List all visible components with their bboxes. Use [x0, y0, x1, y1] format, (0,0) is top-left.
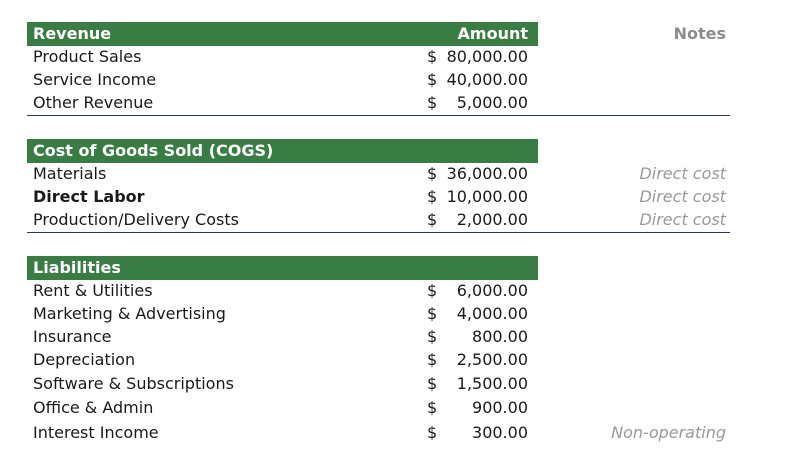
table-row	[27, 209, 730, 232]
section-divider	[27, 232, 730, 233]
cogs-header	[27, 139, 538, 163]
row-amount: 1,500.00	[456, 374, 528, 393]
row-note: Direct cost	[639, 187, 726, 206]
row-label: Product Sales	[33, 47, 142, 66]
currency-symbol: $	[427, 350, 438, 369]
row-amount: 2,000.00	[456, 210, 528, 229]
liabilities-header-label: Liabilities	[33, 258, 121, 277]
row-amount: 4,000.00	[456, 304, 528, 323]
currency-symbol: $	[427, 164, 438, 183]
currency-symbol: $	[427, 210, 438, 229]
table-row	[27, 422, 730, 445]
table-row	[27, 92, 730, 115]
row-note: Direct cost	[639, 164, 726, 183]
currency-symbol: $	[427, 70, 438, 89]
table-row	[27, 397, 730, 420]
row-amount: 10,000.00	[446, 187, 528, 206]
table-row	[27, 349, 730, 372]
row-label: Direct Labor	[33, 187, 145, 206]
row-amount: 800.00	[472, 327, 528, 346]
table-row	[27, 69, 730, 92]
currency-symbol: $	[427, 327, 438, 346]
row-amount: 80,000.00	[446, 47, 528, 66]
table-row	[27, 303, 730, 326]
cogs-header-label: Cost of Goods Sold (COGS)	[33, 141, 274, 160]
row-label: Software & Subscriptions	[33, 374, 234, 393]
currency-symbol: $	[427, 423, 438, 442]
revenue-header-label: Revenue	[33, 24, 112, 43]
currency-symbol: $	[427, 398, 438, 417]
liabilities-header	[27, 256, 538, 280]
row-amount: 6,000.00	[456, 281, 528, 300]
row-amount: 5,000.00	[456, 93, 528, 112]
currency-symbol: $	[427, 93, 438, 112]
currency-symbol: $	[427, 304, 438, 323]
table-row	[27, 373, 730, 396]
row-label: Production/Delivery Costs	[33, 210, 239, 229]
table-row	[27, 186, 730, 209]
row-label: Depreciation	[33, 350, 136, 369]
row-note: Direct cost	[639, 210, 726, 229]
amount-column-header: Amount	[457, 24, 528, 43]
table-row	[27, 326, 730, 349]
table-row	[27, 280, 730, 303]
notes-column-header: Notes	[673, 24, 726, 43]
row-label: Service Income	[33, 70, 157, 89]
row-amount: 36,000.00	[446, 164, 528, 183]
section-divider	[27, 115, 730, 116]
row-label: Marketing & Advertising	[33, 304, 226, 323]
row-note: Non-operating	[611, 423, 726, 442]
row-label: Office & Admin	[33, 398, 154, 417]
table-row	[27, 163, 730, 186]
row-amount: 300.00	[472, 423, 528, 442]
row-amount: 900.00	[472, 398, 528, 417]
row-amount: 40,000.00	[446, 70, 528, 89]
row-label: Other Revenue	[33, 93, 154, 112]
currency-symbol: $	[427, 281, 438, 300]
row-label: Interest Income	[33, 423, 159, 442]
row-label: Insurance	[33, 327, 112, 346]
currency-symbol: $	[427, 187, 438, 206]
revenue-header	[27, 22, 538, 46]
currency-symbol: $	[427, 374, 438, 393]
row-label: Rent & Utilities	[33, 281, 153, 300]
row-label: Materials	[33, 164, 107, 183]
currency-symbol: $	[427, 47, 438, 66]
table-row	[27, 46, 730, 69]
row-amount: 2,500.00	[456, 350, 528, 369]
